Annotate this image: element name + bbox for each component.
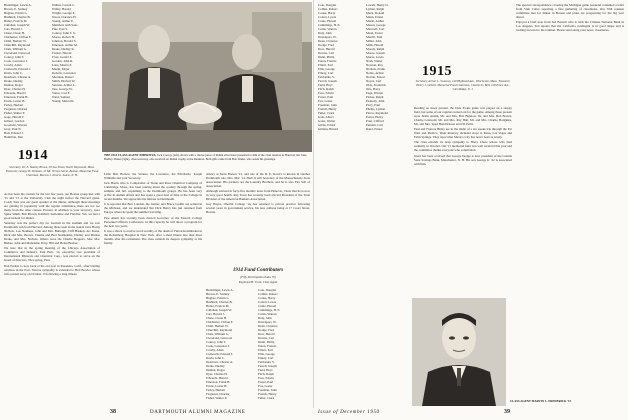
- list-item: Cotton, Lewis: [258, 300, 277, 304]
- list-item: Crosby, Allan: [206, 348, 224, 352]
- list-item: Moore, Robert H.: [52, 35, 75, 39]
- list-item: Johnson, Harold S.: [52, 39, 77, 43]
- list-item: Drake, Dudley K.: [52, 47, 75, 51]
- list-item: Miller, John: [366, 39, 382, 43]
- list-item: Porter, Henry: [366, 115, 384, 119]
- paragraph: Saturday was the perfect day for football in the stadium and we saw Dartmouth win from Harvard. Among those seen in the stands were Hardy Nichols, Lou Neuhaus, John and Mrs. Burleigh, Cliff Haskell, Art Peene, Dick and Mrs. Brown, Charlie and Bud Stettheimer, Dudley and Marion Drake, and Mrs. Nichols. Others were the Charlie Hoppers, Mac Mac Bisbee, John and Madeleine Perry, Bill and Helen Beeber.: [4, 221, 100, 246]
- names-column-d: [366, 3, 412, 293]
- list-item: Noyes, Carl: [366, 79, 382, 83]
- list-item: Sherman, Robert: [52, 75, 74, 79]
- list-item: Lowell, Henry O.: [366, 3, 389, 7]
- list-item: Cooke, Harry: [318, 11, 336, 15]
- list-item: Freeman, John: [258, 388, 277, 392]
- list-item: Fox, Lester: [258, 384, 273, 388]
- list-item: Moody, Ralph: [366, 47, 385, 51]
- page-right: [314, 0, 628, 420]
- list-item: Ellis, George: [258, 352, 275, 356]
- list-item: Goodwin, Warren: [4, 123, 27, 127]
- list-item: Chase, Cleon H.: [4, 31, 25, 35]
- list-item: Ellis, George: [318, 67, 335, 71]
- list-item: Dow, Harold: [318, 47, 335, 51]
- list-item: Edwards, Harold: [4, 91, 26, 95]
- group-photo-caption-lead: THE 1914 CLASS AGENT EMERITUS,: [104, 153, 157, 157]
- list-item: Clark, William G.: [206, 332, 229, 336]
- list-item: Dean, Clarence: [258, 324, 278, 328]
- list-item: Elliott, Earl: [258, 348, 273, 352]
- list-item: Rand, Ernest: [366, 127, 383, 131]
- list-item: Fenton, Harold: [52, 51, 72, 55]
- list-item: Dyer, Charles H.: [4, 87, 26, 91]
- class-agent-portrait-photo: [412, 298, 506, 406]
- paragraph: Amory at Stern Brewer '15, and one of the D. E. Korel's is known in another Dartmouth role, Mrs. Mac '14, Herb is still Secretary of the Massachusetts State Association. His partners are the Laundry Brothers, and he is also Fire Sell of Association.: [206, 172, 310, 188]
- class-1915-heading: 1915: [422, 64, 452, 79]
- paragraph: Reading us down present, the Dale Evans game was played on a sloppy field, but some of our regulars turned out for the game. Among those present were Justin Austin, Mr. and Mrs. Bob Bigelow, Dr. and Mrs. Bob Brown, Charlie Griswold, Mr. and Mrs. Ray Hall, Mr. and Mrs. Charlie Hodgkins, Mr. and Mrs. Spud Hendrickson and Ott Pettis.: [414, 106, 512, 126]
- list-item: Eaton, Francis: [318, 59, 337, 63]
- list-item: Callahan, Joseph W.: [4, 23, 30, 27]
- list-item: Ferguson, Charles: [4, 107, 28, 111]
- list-item: Wilbur, Carroll C.: [52, 3, 76, 7]
- list-item: Gilbert, Gordon: [4, 119, 25, 123]
- list-item: Fairbanks, S.: [318, 75, 335, 79]
- list-item: Dunn, Philip: [318, 55, 335, 59]
- portrait-image: [412, 298, 506, 406]
- portrait-caption: CLASS AGENT MARVIN L. FREDERICK '15: [510, 399, 572, 403]
- list-item: Moore, Joseph: [366, 51, 385, 55]
- list-item: Drake, Dudley: [206, 364, 225, 368]
- list-item: Dearborn, Chester A.: [206, 360, 234, 364]
- list-item: Young, Arthur E.: [52, 19, 74, 23]
- list-item: Foss, Edwin: [258, 376, 274, 380]
- list-item: Chichester, Clifton F.: [4, 35, 32, 39]
- list-item: Gilman, Harold: [318, 127, 339, 131]
- list-item: Foster, Paul: [318, 95, 334, 99]
- class-agent-group-photo: [102, 2, 312, 152]
- list-item: Dunbar, Roger: [206, 368, 225, 372]
- list-item: Noble, Arthur: [366, 71, 384, 75]
- list-item: Crane, Harold: [258, 304, 277, 308]
- list-item: Marsh, Edgar: [52, 67, 70, 71]
- list-item: Cleveland, Linwood: [4, 51, 31, 55]
- list-item: Emery, Carl: [258, 356, 274, 360]
- fund-contributors-agent: Raymond H. Trout, Class Agent: [238, 280, 278, 284]
- list-item: Crosby, Allan: [4, 63, 22, 67]
- paragraph: Dan Enders is now back at his old post in Pasadena, Calif., after visiting relatives in the East. Sincere sympathy is extended to Bob Bowler whose wife passed away on October 13 following a long illness.: [4, 263, 100, 276]
- list-item: Evans, Lester H.: [4, 99, 26, 103]
- list-item: Otis, Harry: [366, 87, 381, 91]
- list-item: Dodge, Fred: [258, 328, 274, 332]
- list-item: Stevens, Arthur L.: [52, 83, 76, 87]
- list-item: Callahan, Joseph W.: [206, 308, 232, 312]
- list-item: Fisher, Walter P.: [206, 396, 227, 400]
- class-1914-column-2: [104, 172, 202, 406]
- list-item: Willey, Harold: [52, 7, 71, 11]
- list-item: Dyer, Charles H.: [206, 372, 228, 376]
- list-item: Marsh, Arthur: [366, 19, 385, 23]
- names-column-c: [318, 3, 364, 293]
- names-column-b: [52, 3, 100, 135]
- list-item: Fuller, Clark: [318, 111, 335, 115]
- list-item: Fuller, Clark: [258, 396, 275, 400]
- class-1915-officers: Secretary, Arthur L. Sweeney, 149 Highland Ave., Winchester, Mass. Treasurer, Henry J. Gilbert. Memorial Fund Chairman, Charles O. Bell, 128 Essex Ave., Glen Ridge, N. J.: [415, 79, 511, 91]
- list-item: Cole, Douglas: [258, 288, 277, 292]
- list-item: Fisher, Walter P.: [4, 111, 25, 115]
- list-item: Olds, Frederick: [366, 83, 386, 87]
- list-item: Foster, Paul: [258, 380, 274, 384]
- list-item: Pierce, Raymond: [366, 111, 388, 115]
- list-item: Cotton, Lewis: [318, 15, 337, 19]
- list-item: Churchill, Raymond: [4, 43, 31, 47]
- list-item: Cummings, H. E.: [258, 308, 281, 312]
- list-item: Freeman, John: [318, 103, 337, 107]
- list-item: Ferguson, Charles: [206, 392, 230, 396]
- list-item: Churchill, Raymond: [206, 328, 233, 332]
- list-item: Curtis, Warren: [258, 312, 277, 316]
- list-item: Hall, Edward J.: [4, 131, 24, 135]
- list-item: Farley, Herbert: [206, 388, 226, 392]
- list-item: Conroy, John T.: [4, 55, 25, 59]
- list-item: Daly, John: [318, 31, 332, 35]
- list-item: Evans, Lester H.: [206, 384, 228, 388]
- list-item: Bugbee, Edwin L.: [206, 296, 230, 300]
- list-item: Fairbanks, S.: [258, 360, 275, 364]
- list-item: Gates, Walter: [318, 119, 336, 123]
- class-1914-heading: 1914: [18, 148, 48, 163]
- list-item: Cudworth, Edward J.: [4, 67, 32, 71]
- footer-issue: Issue of December 1950: [318, 410, 380, 415]
- page-number-left: 38: [110, 409, 116, 415]
- list-item: Hamilton, Dan: [4, 135, 23, 139]
- page-number-right: 39: [504, 409, 510, 415]
- list-item: Bushnell, Charles B.: [206, 300, 233, 304]
- list-item: Brentlinger, Lewis A.: [206, 288, 234, 292]
- list-item: Parker, Ralph: [366, 95, 384, 99]
- footer-magazine-title: DARTMOUTH ALUMNI MAGAZINE: [150, 410, 246, 415]
- list-item: Conroy, John T. Jr.: [52, 31, 76, 35]
- list-item: Tate, George W.: [52, 87, 73, 91]
- list-item: Dodge, Fred: [318, 43, 334, 47]
- list-item: Child, Herbert W.: [4, 39, 27, 43]
- list-item: Carr, Harold J.: [4, 27, 23, 31]
- list-item: Davis, John C.: [206, 356, 225, 360]
- group-photo-image: [102, 2, 312, 152]
- list-item: Mack, Donald: [366, 11, 385, 15]
- list-item: Wood, Clarence H.: [52, 15, 77, 19]
- list-item: Emerson, Frank H.: [206, 380, 231, 384]
- list-item: Norton, Ernest: [366, 75, 385, 79]
- list-item: Bugbee, Edwin L.: [4, 11, 28, 15]
- list-item: Phelps, Lyman: [366, 107, 385, 111]
- list-item: Chase, Cleon H.: [206, 316, 227, 320]
- list-item: Drake, Dudley: [4, 79, 23, 83]
- list-item: Merrill, Paul: [366, 35, 383, 39]
- list-item: Fitch, Ralph: [318, 87, 334, 91]
- list-item: Collins, Robert: [258, 292, 278, 296]
- class-1914-column-1: [4, 192, 100, 406]
- list-item: Peabody, John: [366, 99, 385, 103]
- list-item: Morse, Lewis: [366, 55, 384, 59]
- list-item: Dunbar, Roger: [4, 83, 23, 87]
- list-item: Cummings, H. E.: [318, 23, 341, 27]
- list-item: Putnam, Carl: [366, 123, 383, 127]
- list-item: Members with Sons: [52, 23, 78, 27]
- paragraph: The class extends its deep sympathy to Harry Chase whose wife died suddenly in October. Our '15 memorial fund was well received this year and the committee thanks everyone who contributed.: [414, 140, 512, 153]
- list-item: Mason, George: [366, 23, 386, 27]
- class-1915-column-2: [516, 3, 624, 293]
- list-item: Carr, Harold J.: [206, 312, 225, 316]
- list-item: Dunn, Philip: [258, 340, 275, 344]
- list-item: Bushnell, Charles B.: [4, 15, 31, 19]
- list-item: Young, Malcolm: [52, 99, 74, 103]
- list-item: Farley, Herbert: [4, 103, 24, 107]
- list-item: Newton, Roy: [366, 63, 383, 67]
- list-item: Field, Hoyt: [258, 368, 273, 372]
- paragraph: The special correspondence covering the Michigan game weekend contained a letter from Stub Cutter reporting a fine gathering of classmates. Our 35th reunion committee met for dinner in Boston and plans are progressing for the big year ahead.: [516, 3, 624, 19]
- list-item: Downs, Carl: [258, 336, 275, 340]
- list-item: French, Henry: [258, 392, 277, 396]
- list-item: Nichols, Frank: [366, 67, 385, 71]
- list-item: Ward, Samuel: [52, 95, 70, 99]
- list-item: Cooke, Harry: [258, 296, 276, 300]
- list-item: Chichester, Clifton F.: [206, 320, 234, 324]
- list-item: Lane, Morris P.: [52, 63, 72, 67]
- list-item: Mann, Ernest: [366, 15, 384, 19]
- list-item: Pratt, Clifford: [366, 119, 384, 123]
- list-item: Davenport, W.: [258, 320, 277, 324]
- list-item: Pike, Earl S.: [52, 27, 68, 31]
- paragraph: Word has been received that George Dodge is now president of the Granite State Savings Bank, Manchester, N. H. His son George Jr. '42 is associated with him.: [414, 153, 512, 166]
- list-item: Brentlinger, Lewis A.: [4, 3, 32, 7]
- list-item: Lyman, Ralph: [366, 7, 385, 11]
- paragraph: It was a shock to receive word recently of the death of Fulton Kelsinbraun in the Reisenberg Hospital in New York, after a short illness less than three months after his retirement. The class extends its deepest sympathy to his family.: [104, 228, 202, 245]
- list-item: French, Henry: [318, 107, 337, 111]
- fund-names-column-a: [206, 288, 256, 406]
- list-item: Gibbs, Ernest: [318, 123, 336, 127]
- list-item: Butler, Francis M.: [4, 19, 28, 23]
- list-item: Cook, Lawrence J.: [4, 59, 28, 63]
- list-item: Collins, Robert: [318, 7, 338, 11]
- paragraph: Little Bob Barlow, the Strauss, the Lawrence, the Pritchards, Joseph Williams and your Secretary.: [104, 172, 202, 180]
- list-item: Gray, Paul N.: [4, 127, 22, 131]
- list-item: Elliott, Earl: [318, 63, 333, 67]
- list-item: Dearborn, Chester A.: [4, 75, 32, 79]
- list-item: Gale, Albert: [318, 115, 334, 119]
- list-item: Child, Herbert W.: [206, 324, 229, 328]
- list-item: Downs, Carl: [318, 51, 335, 55]
- list-item: Farrell, Joseph: [258, 364, 277, 368]
- list-item: Cole, Douglas: [318, 3, 337, 7]
- list-item: Emery, Carl: [318, 71, 334, 75]
- list-item: Brown, E. Stanley: [206, 292, 230, 296]
- group-photo-caption: [104, 154, 310, 170]
- paragraph: Jack Harris who is Comptroller of Stone and Rose Chemical Company of Cambridge, Mass., has been touring about the country through the spring, summer and fall, explaining to the Dartmouth groups. He has been very active in alumni affairs and has spent a great deal of time at the College in recent months. We appreciate his interest in Dartmouth.: [104, 181, 202, 202]
- list-item: Brown, E. Stanley: [4, 7, 28, 11]
- list-item: Foss, Edwin: [318, 91, 334, 95]
- paragraph: Pete Ahern has recently been elected Governor of the Eastern College Personnel Officers Conference. In this capacity he will direct a program for the next two years.: [104, 215, 202, 228]
- list-item: Frost, Gerald E.: [52, 55, 73, 59]
- list-item: Davenport, W.: [318, 35, 337, 39]
- fund-contributors-title: 1914 Fund Contributors: [232, 268, 284, 273]
- list-item: Edwards, Harold: [206, 376, 228, 380]
- list-item: Vance, Carl E.: [52, 91, 71, 95]
- list-item: Dow, Harold: [258, 332, 275, 336]
- list-item: Farrell, Joseph: [318, 79, 337, 83]
- list-item: Eaton, Francis: [258, 344, 277, 348]
- list-item: Emerson, Frank H.: [4, 95, 29, 99]
- list-item: Gordon, John R.: [52, 59, 74, 63]
- fund-contributors-subtitle: (Fifty Participation Index 79): [240, 275, 276, 279]
- paragraph: It is reported that Bert London, the former, and Bruce Gaddis are settled in the Midwest, and we understand that Dick Henry has just returned from Europe where he spent the summer traveling.: [104, 202, 202, 215]
- list-item: Fox, Lester: [318, 99, 333, 103]
- class-1914-column-3: [206, 172, 310, 264]
- list-item: Nash, Walter: [366, 59, 383, 63]
- paragraph: Paul and Frances Bixby are in the midst of a six weeks trip through the Far West and Mexico. Their itinerary included stops at Reno, Las Vegas and Palm Springs. They report that Mexico City has never been as lovely.: [414, 127, 512, 140]
- list-item: Field, Hoyt: [318, 83, 333, 87]
- list-item: Clark, William G.: [4, 47, 27, 51]
- list-item: Emerson, Arthur M.: [52, 43, 78, 47]
- class-1914-officers: Secretary, Dr. E. Stanley Brown, 30 Sea Street, North Weymouth, Mass. Treasurer, George H. Stillman, 47 Mt. Vernon Street, Boston. Memorial Fund Chairman, Marcus J. Nourse, Salem, N. H.: [5, 165, 99, 177]
- list-item: Butler, Francis M.: [206, 304, 230, 308]
- list-item: Conroy, John T.: [206, 340, 227, 344]
- paragraph: As has been the custom for the last few years, our Boston group met with '15 and '13 at the University Club the night before the Harvard game. Coach Tuss was our guest speaker at the dinner. Although these meetings are gaining in popularity with the regular attendance, there are not too many from the other classes. Present, in addition to your secretary, were Spike Smith, Bob Brown, Kimball, Settlemire and Fletcher. Yes, we had a good turnout for dinner.: [4, 192, 100, 220]
- list-item: Roberts, Lawrence: [52, 71, 77, 75]
- list-item: Maxwell, Carl: [366, 27, 385, 31]
- list-item: Page, Warren: [366, 91, 384, 95]
- list-item: Cleveland, Linwood: [206, 336, 233, 340]
- list-item: Curtis, Warren: [318, 27, 337, 31]
- list-item: Mills, Harold: [366, 43, 384, 47]
- fund-names-column-b: [258, 288, 310, 406]
- list-item: Crane, Harold: [318, 19, 337, 23]
- list-item: Daly, John: [258, 316, 272, 320]
- paragraph: Enjoyed a brief note from Ted Bausch who is with the Citizens National Bank in Los Angeles. Ted reports that the California contingent is in good shape and is looking forward to the reunion. Please send along your news, classmates.: [516, 20, 624, 33]
- list-item: Perry, Paul: [366, 103, 380, 107]
- list-item: Dean, Clarence: [318, 39, 338, 43]
- list-item: Smith, Herbert W.: [52, 79, 76, 83]
- list-item: Mead, Foster: [366, 31, 383, 35]
- list-item: Gage, Harold T.: [4, 115, 25, 119]
- list-item: Fitch, Ralph: [258, 372, 274, 376]
- paragraph: Although advised in forty-five months' news from Hanover, I hear that he is now in very good health. Ray Trout has recently been elected President of the Trust Division of the American Bankers Association.: [206, 189, 310, 202]
- names-column-a: [4, 3, 50, 139]
- list-item: Davis, John C.: [4, 71, 23, 75]
- group-photo-caption-text: Jack Conroy (left), shows with a choice piece of Indian silverware presented to him at the class reunion in Hanover last June. Dudley Drake (right), class secretary, also received an Indian trophy at the Reunion. Both gifts came from Bob Drake, who sends his greetings.: [104, 153, 308, 161]
- paragraph: We note that in the spring meeting of the Chicago Association of Commerce and Industry, Paul Holt, '14, executive vice president of International Minerals and Chemical Corp., was elected to serve on the board of directors. Nice going, Paul.: [4, 246, 100, 263]
- list-item: Cook, Lawrence J.: [206, 344, 230, 348]
- paragraph: Guy Hayes, Oberlin College '14, has returned to private practice following several years in government service, his new address being at 17 Court Street, Boston.: [206, 202, 310, 215]
- list-item: Wright, George E.: [52, 11, 76, 15]
- list-item: Cudworth, Edward J.: [206, 352, 234, 356]
